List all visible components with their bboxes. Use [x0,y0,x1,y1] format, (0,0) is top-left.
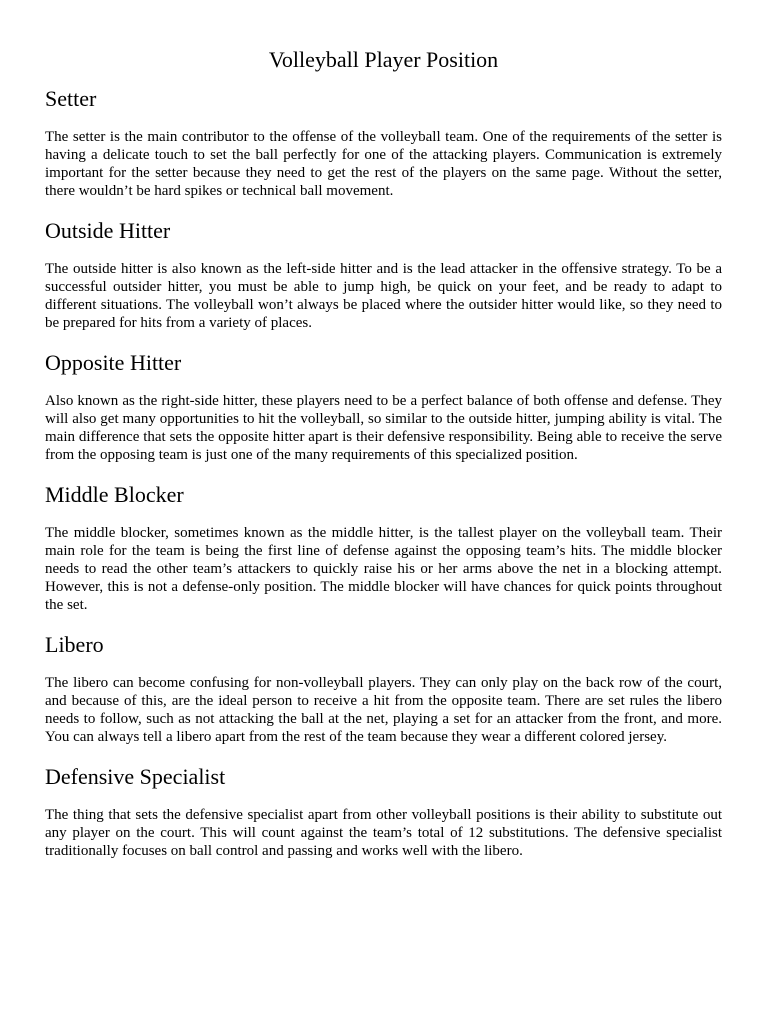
section-heading: Libero [45,632,104,657]
section-paragraph: The libero can become confusing for non-volleyball players. They can only play on the back row of the court, and because of this, are the ideal person to receive a hit from the opposite team. There are set rules the libero needs to follow, such as not attacking the ball at the net, playing a set for an attacker from the front, and more. You can always tell a libero apart from the rest of the team because they wear a different colored jersey. [45,675,722,745]
section-outside-hitter [45,217,722,332]
document-title: Volleyball Player Position [268,47,499,72]
section-paragraph: The middle blocker, sometimes known as the middle hitter, is the tallest player on the volleyball team. Their main role for the team is being the first line of defense against the opposing team’s hits. The middle blocker needs to read the other team’s attackers to quickly raise his or her arms above the net in a blocking attempt. However, this is not a defense-only position. The middle blocker will have chances for quick points throughout the set. [45,525,722,613]
section-paragraph: The outside hitter is also known as the left-side hitter and is the lead attacker in the offensive strategy. To be a successful outsider hitter, you must be able to jump high, be quick on your feet, and be ready to adapt to different situations. The volleyball won’t always be placed where the outsider hitter would like, so they need to be prepared for hits from a variety of places. [45,261,722,331]
section-heading: Middle Blocker [45,482,184,507]
section-setter [45,85,722,200]
section-libero [45,631,722,746]
section-paragraph: Also known as the right-side hitter, these players need to be a perfect balance of both offense and defense. They will also get many opportunities to hit the volleyball, so similar to the outside hitter, jumping ability is vital. The main difference that sets the opposite hitter apart is their defensive responsibility. Being able to receive the serve from the opposing team is just one of the many requirements of this specialized position. [45,393,722,463]
section-middle-blocker [45,481,722,614]
section-paragraph: The setter is the main contributor to the offense of the volleyball team. One of the requirements of the setter is having a delicate touch to set the ball perfectly for one of the attacking players. Communication is extremely important for the setter because they need to get the rest of the players on the same page. Without the setter, there wouldn’t be hard spikes or technical ball movement. [45,129,722,199]
section-heading: Defensive Specialist [45,764,226,789]
section-heading: Opposite Hitter [45,350,182,375]
section-paragraph: The thing that sets the defensive specialist apart from other volleyball positions is their ability to substitute out any player on the court. This will count against the team’s total of 12 substitutions. The defensive specialist traditionally focuses on ball control and passing and works well with the libero. [45,807,722,859]
section-heading: Outside Hitter [45,218,171,243]
section-opposite-hitter [45,349,722,464]
section-heading: Setter [45,86,97,111]
section-defensive-specialist [45,763,722,860]
